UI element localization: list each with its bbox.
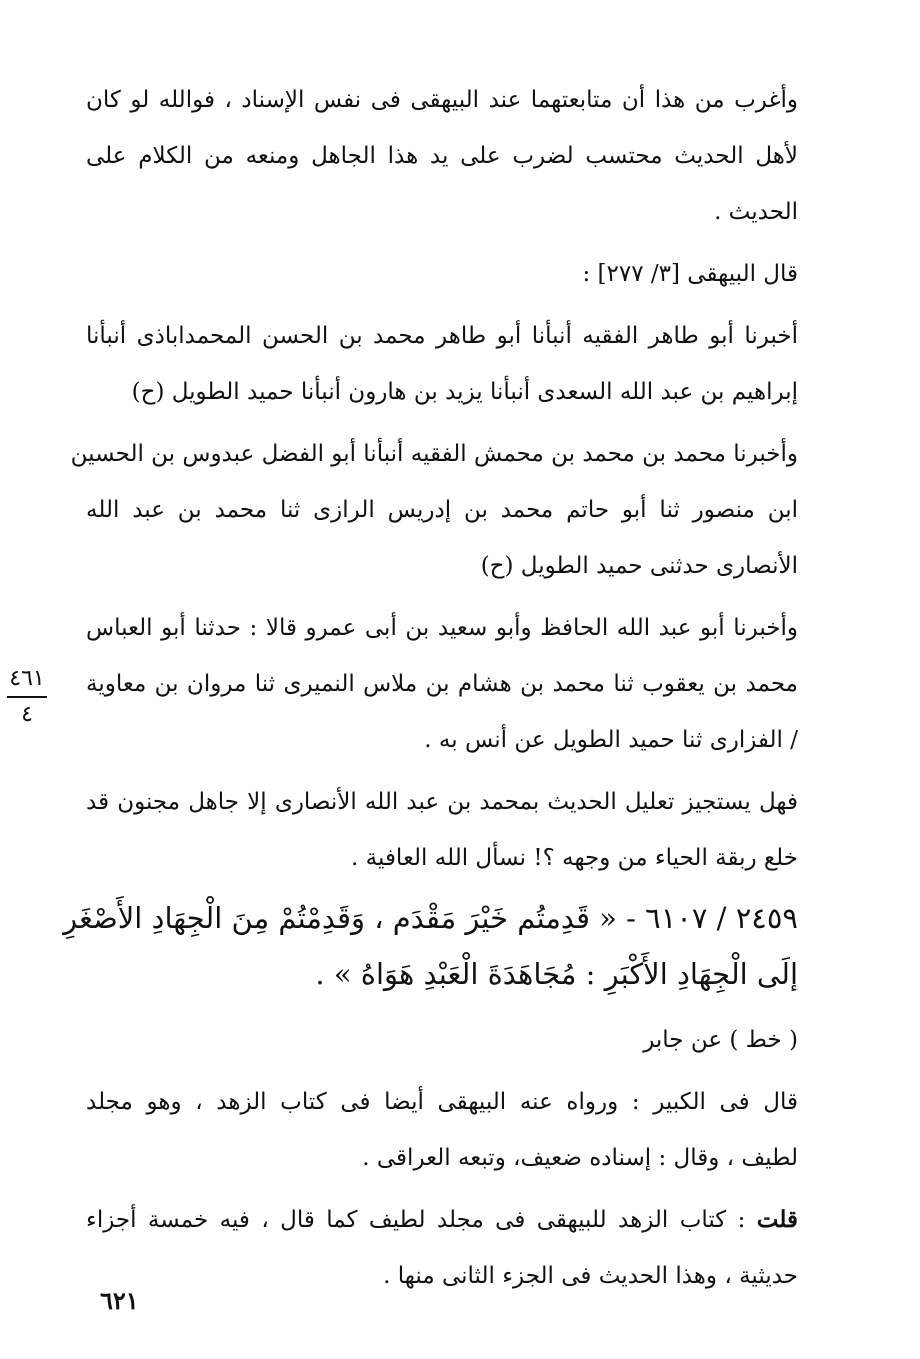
margin-reference-top: ٤٦١ bbox=[9, 666, 45, 691]
paragraph-note bbox=[86, 1192, 798, 1304]
paragraph-6 bbox=[86, 774, 798, 886]
text-line: الأنصارى حدثنى حميد الطويل (ح) bbox=[480, 553, 798, 579]
text-line-rest: : كتاب الزهد للبيهقى فى مجلد لطيف كما قال ، فيه خمسة أجزاء bbox=[86, 1207, 757, 1233]
paragraph-2 bbox=[86, 246, 798, 302]
text-line: إبراهيم بن عبد الله السعدى أنبأنا يزيد بن هارون أنبأنا حميد الطويل (ح) bbox=[131, 379, 798, 405]
text-line: لأهل الحديث محتسب لضرب على يد هذا الجاهل ومنعه من الكلام على bbox=[86, 143, 798, 169]
text-line: وأغرب من هذا أن متابعتهما عند البيهقى فى نفس الإسناد ، فوالله لو كان bbox=[86, 87, 798, 113]
paragraph-commentary bbox=[86, 1074, 798, 1186]
margin-divider bbox=[7, 696, 47, 698]
paragraph-3 bbox=[86, 308, 798, 420]
text-line: قال فى الكبير : ورواه عنه البيهقى أيضا فى كتاب الزهد ، وهو مجلد bbox=[86, 1089, 798, 1115]
text-line: الحديث . bbox=[714, 199, 798, 225]
text-line: خلع ربقة الحياء من وجهه ؟! نسأل الله العافية . bbox=[351, 845, 798, 871]
body-text bbox=[63, 72, 798, 1304]
text-line: وأخبرنا محمد بن محمد بن محمش الفقيه أنبأنا أبو الفضل عبدوس بن الحسين bbox=[70, 441, 798, 467]
text-line: قال البيهقى [٣/ ٢٧٧] : bbox=[582, 261, 798, 287]
text-line: فهل يستجيز تعليل الحديث بمحمد بن عبد الله الأنصارى إلا جاهل مجنون قد bbox=[86, 789, 798, 815]
text-line bbox=[86, 1192, 798, 1248]
text-line: / الفزارى ثنا حميد الطويل عن أنس به . bbox=[424, 727, 798, 753]
paragraph-4 bbox=[70, 426, 798, 594]
hadith-text bbox=[63, 890, 798, 1002]
text-line: حديثية ، وهذا الحديث فى الجزء الثانى منها . bbox=[383, 1263, 798, 1289]
hadith-line: إلَى الْجِهَادِ الأَكْبَرِ : مُجَاهَدَةَ الْعَبْدِ هَوَاهُ » . bbox=[315, 957, 798, 991]
margin-reference bbox=[2, 664, 52, 730]
source-attribution bbox=[86, 1012, 798, 1068]
margin-reference-bottom: ٤ bbox=[21, 702, 33, 727]
paragraph-1 bbox=[86, 72, 798, 240]
page-number: ٦٢١ bbox=[100, 1286, 139, 1315]
text-line: لطيف ، وقال : إسناده ضعيف، وتبعه العراقى . bbox=[362, 1145, 798, 1171]
lead-word: قلت bbox=[756, 1206, 798, 1233]
text-line: وأخبرنا أبو عبد الله الحافظ وأبو سعيد بن أبى عمرو قالا : حدثنا أبو العباس bbox=[86, 615, 798, 641]
paragraph-5 bbox=[86, 600, 798, 768]
hadith-line: ٢٤٥٩ / ٦١٠٧ - « قَدِمتُم خَيْرَ مَقْدَم ، وَقَدِمْتُمْ مِنَ الْجِهَادِ الأَصْغَرِ bbox=[63, 901, 798, 935]
text-line: محمد بن يعقوب ثنا محمد بن هشام بن ملاس النميرى ثنا مروان بن معاوية bbox=[86, 671, 798, 697]
text-line: ( خط ) عن جابر bbox=[643, 1027, 798, 1053]
text-line: ابن منصور ثنا أبو حاتم محمد بن إدريس الرازى ثنا محمد بن عبد الله bbox=[86, 497, 798, 523]
text-line: أخبرنا أبو طاهر الفقيه أنبأنا أبو طاهر محمد بن الحسن المحمداباذى أنبأنا bbox=[86, 323, 798, 349]
